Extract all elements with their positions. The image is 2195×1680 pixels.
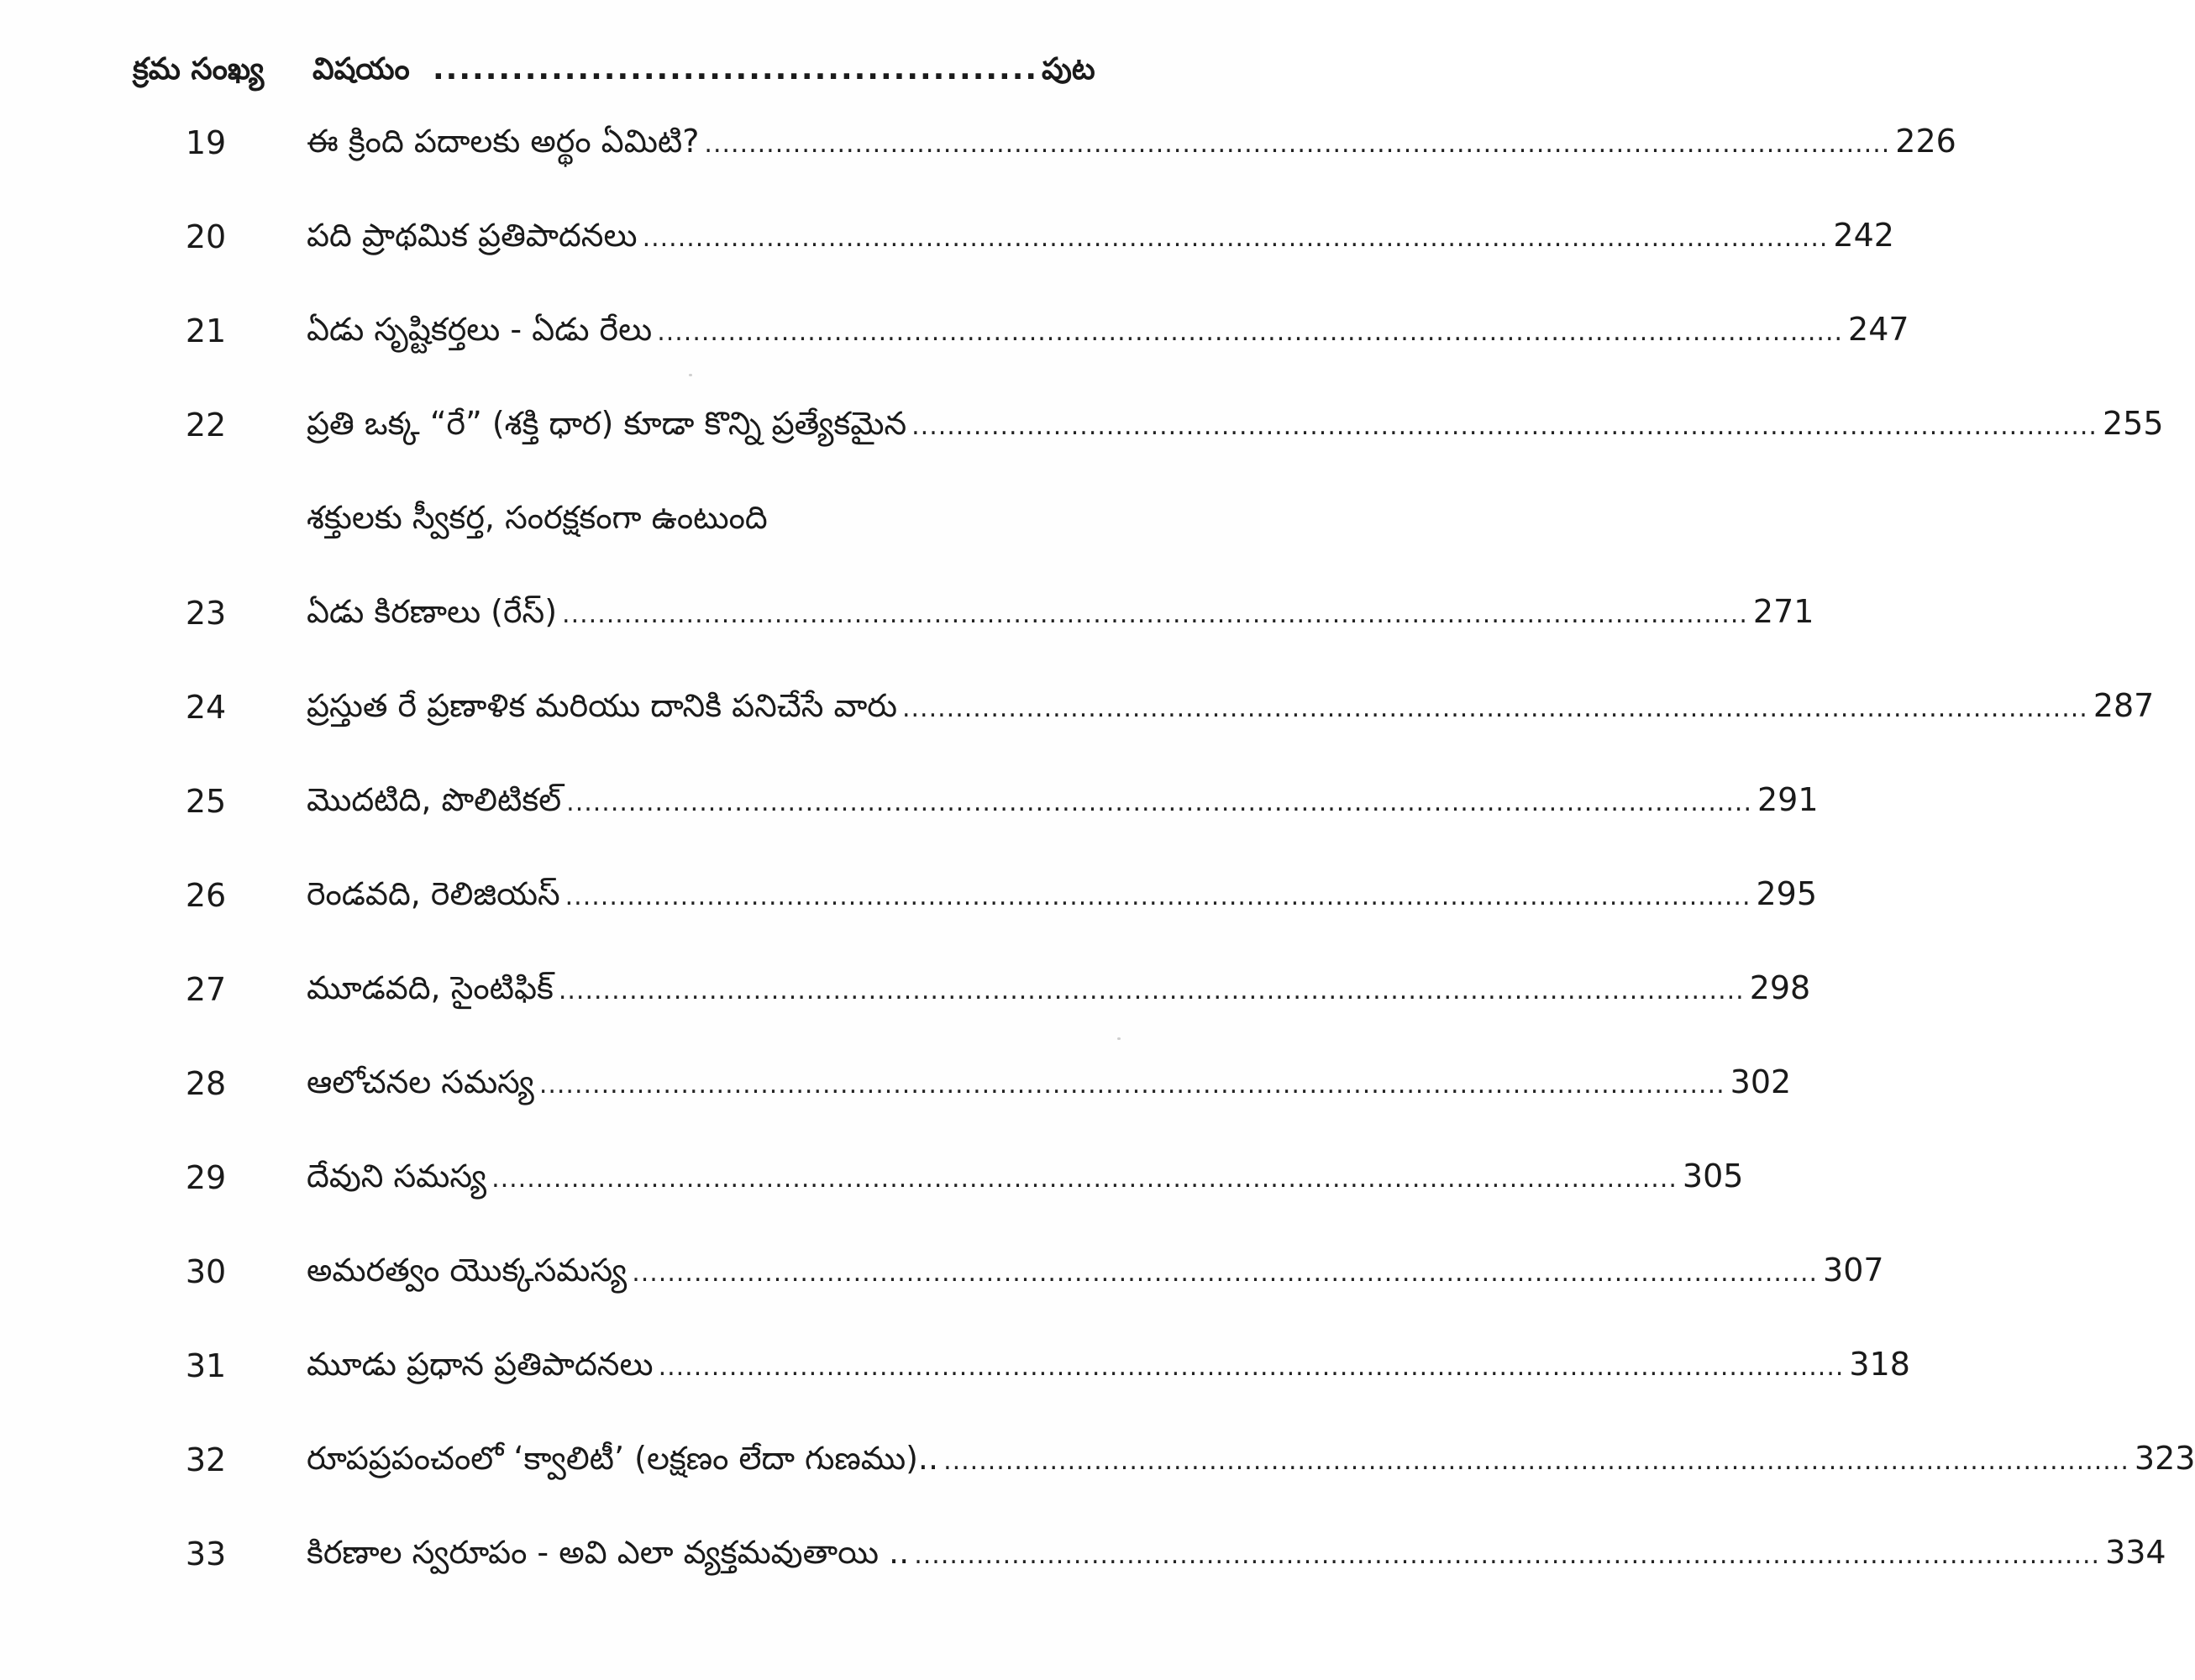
- entry-line: [307, 123, 1956, 168]
- entry-page: 287: [2093, 687, 2155, 724]
- entry-leader-dots: ......................................................................................................................................: [558, 976, 1745, 1005]
- entry-number: 21: [185, 312, 227, 349]
- entry-line: [307, 311, 1909, 356]
- entry-line: [307, 1252, 1884, 1297]
- toc-entry-22: [0, 391, 2164, 486]
- entry-leader-dots: ......................................................................................................................................: [914, 1541, 2101, 1570]
- entry-title: ప్రతి ఒక్క “రే” (శక్తి ధార) కూడా కొన్ని ప్రత్యేకమైన: [307, 405, 907, 442]
- entry-title: మొదటిది, పొలిటికల్: [307, 781, 562, 818]
- entry-line: [307, 1158, 1744, 1203]
- entry-leader-dots: ......................................................................................................................................: [562, 600, 1748, 629]
- entry-line: [307, 405, 2164, 450]
- entry-leader-dots: ......................................................................................................................................: [632, 1258, 1819, 1288]
- entry-page: 334: [2105, 1534, 2166, 1571]
- entry-title: ఏడు సృష్టికర్తలు - ఏడు రేలు: [307, 311, 653, 348]
- entry-number: 27: [185, 971, 227, 1008]
- entry-title-continuation: శక్తులకు స్వీకర్త, సంరక్షకంగా ఉంటుంది: [307, 499, 768, 536]
- header-page-label: పుట: [1042, 52, 1095, 87]
- entry-leader-dots: ......................................................................................................................................: [538, 1070, 1725, 1100]
- entry-number: 30: [185, 1253, 227, 1290]
- entry-title: పది ప్రాథమిక ప్రతిపాదనలు: [307, 217, 638, 254]
- entry-leader-dots: ......................................................................................................................................: [943, 1446, 2129, 1476]
- entry-number: 31: [185, 1347, 227, 1384]
- entry-title: రెండవది, రెలిజియస్: [307, 875, 560, 912]
- entry-number: 29: [185, 1159, 227, 1196]
- entry-title: మూడు ప్రధాన ప్రతిపాదనలు: [307, 1346, 654, 1383]
- toc-entry-23: [0, 580, 1814, 674]
- toc-entries: [0, 109, 2195, 1614]
- entry-number: 28: [185, 1065, 227, 1102]
- entry-number: 23: [185, 595, 227, 632]
- entry-title: ఈ క్రింది పదాలకు అర్థం ఏమిటి?: [307, 123, 700, 160]
- toc-entry-28: [0, 1050, 1792, 1144]
- entry-leader-dots: ......................................................................................................................................: [901, 694, 2088, 723]
- entry-leader-dots: ......................................................................................................................................: [642, 223, 1829, 253]
- entry-line: [307, 875, 1818, 921]
- header-subject-label: విషయం: [312, 52, 410, 87]
- entry-title: ఏడు కిరణాలు (రేస్): [307, 593, 558, 630]
- toc-header: [0, 49, 1260, 99]
- toc-entry-21: [0, 297, 1909, 391]
- entry-leader-dots: ......................................................................................................................................: [658, 1352, 1845, 1382]
- entry-line: [307, 781, 1819, 827]
- entry-number: 25: [185, 783, 227, 820]
- toc-entry-27: [0, 956, 1811, 1050]
- entry-line: [307, 1534, 2166, 1579]
- paper-speck: [689, 374, 692, 376]
- entry-number: 32: [185, 1441, 227, 1478]
- entry-number: 20: [185, 218, 227, 255]
- entry-line: [307, 1440, 2195, 1485]
- entry-number: 33: [185, 1536, 227, 1572]
- entry-leader-dots: ......................................................................................................................................: [911, 412, 2098, 441]
- entry-page: 307: [1823, 1252, 1884, 1289]
- entry-page: 295: [1756, 875, 1818, 912]
- entry-page: 305: [1682, 1158, 1744, 1194]
- toc-entry-31: [0, 1332, 1910, 1426]
- toc-entry-30: [0, 1238, 1884, 1332]
- entry-number: 26: [185, 877, 227, 914]
- entry-title: రూపప్రపంచంలో ‘క్వాలిటీ’ (లక్షణం లేదా గుణము)..: [307, 1440, 939, 1477]
- entry-page: 255: [2102, 405, 2164, 442]
- entry-page: 291: [1757, 781, 1819, 818]
- toc-entry-33: [0, 1520, 2166, 1614]
- entry-leader-dots: ......................................................................................................................................: [566, 788, 1752, 817]
- toc-entry-25: [0, 768, 1819, 862]
- toc-entry-22-continuation: [0, 486, 1260, 580]
- entry-line: [307, 217, 1894, 262]
- entry-title: దేవుని సమస్య: [307, 1158, 487, 1194]
- toc-entry-26: [0, 862, 1818, 956]
- entry-title: ప్రస్తుత రే ప్రణాళిక మరియు దానికి పనిచేసే వారు: [307, 687, 897, 724]
- paper-speck: [1117, 1037, 1121, 1040]
- entry-number: 19: [185, 124, 227, 161]
- entry-number: 24: [185, 689, 227, 726]
- entry-leader-dots: ......................................................................................................................................: [704, 129, 1891, 159]
- entry-page: 247: [1848, 311, 1909, 348]
- entry-line: [307, 1063, 1792, 1109]
- entry-leader-dots: ......................................................................................................................................: [491, 1164, 1678, 1194]
- toc-entry-20: [0, 203, 1894, 297]
- toc-entry-32: [0, 1426, 2195, 1520]
- entry-title: అమరత్వం యొక్కసమస్య: [307, 1252, 628, 1289]
- entry-page: 298: [1749, 969, 1811, 1006]
- toc-entry-19: [0, 109, 1956, 203]
- entry-leader-dots: ......................................................................................................................................: [657, 318, 1844, 347]
- entry-line: [307, 1346, 1910, 1391]
- entry-page: 271: [1752, 593, 1814, 630]
- entry-number: 22: [185, 407, 227, 444]
- entry-line: [307, 593, 1814, 638]
- entry-page: 323: [2134, 1440, 2195, 1477]
- entry-title: కిరణాల స్వరూపం - అవి ఎలా వ్యక్తమవుతాయి ..: [307, 1534, 910, 1571]
- entry-title: ఆలోచనల సమస్య: [307, 1063, 534, 1100]
- entry-page: 318: [1849, 1346, 1910, 1383]
- entry-line: [307, 969, 1811, 1015]
- header-leader-dots: ..............................................: [433, 52, 1039, 87]
- entry-page: 226: [1895, 123, 1956, 160]
- entry-title: మూడవది, సైంటిఫిక్: [307, 969, 554, 1006]
- toc-entry-29: [0, 1144, 1744, 1238]
- toc-entry-24: [0, 674, 2155, 768]
- header-number-label: క్రమ సంఖ్య: [133, 52, 265, 87]
- entry-leader-dots: ......................................................................................................................................: [565, 882, 1751, 911]
- entry-line: [307, 687, 2155, 732]
- entry-page: 242: [1833, 217, 1894, 254]
- entry-page: 302: [1730, 1063, 1792, 1100]
